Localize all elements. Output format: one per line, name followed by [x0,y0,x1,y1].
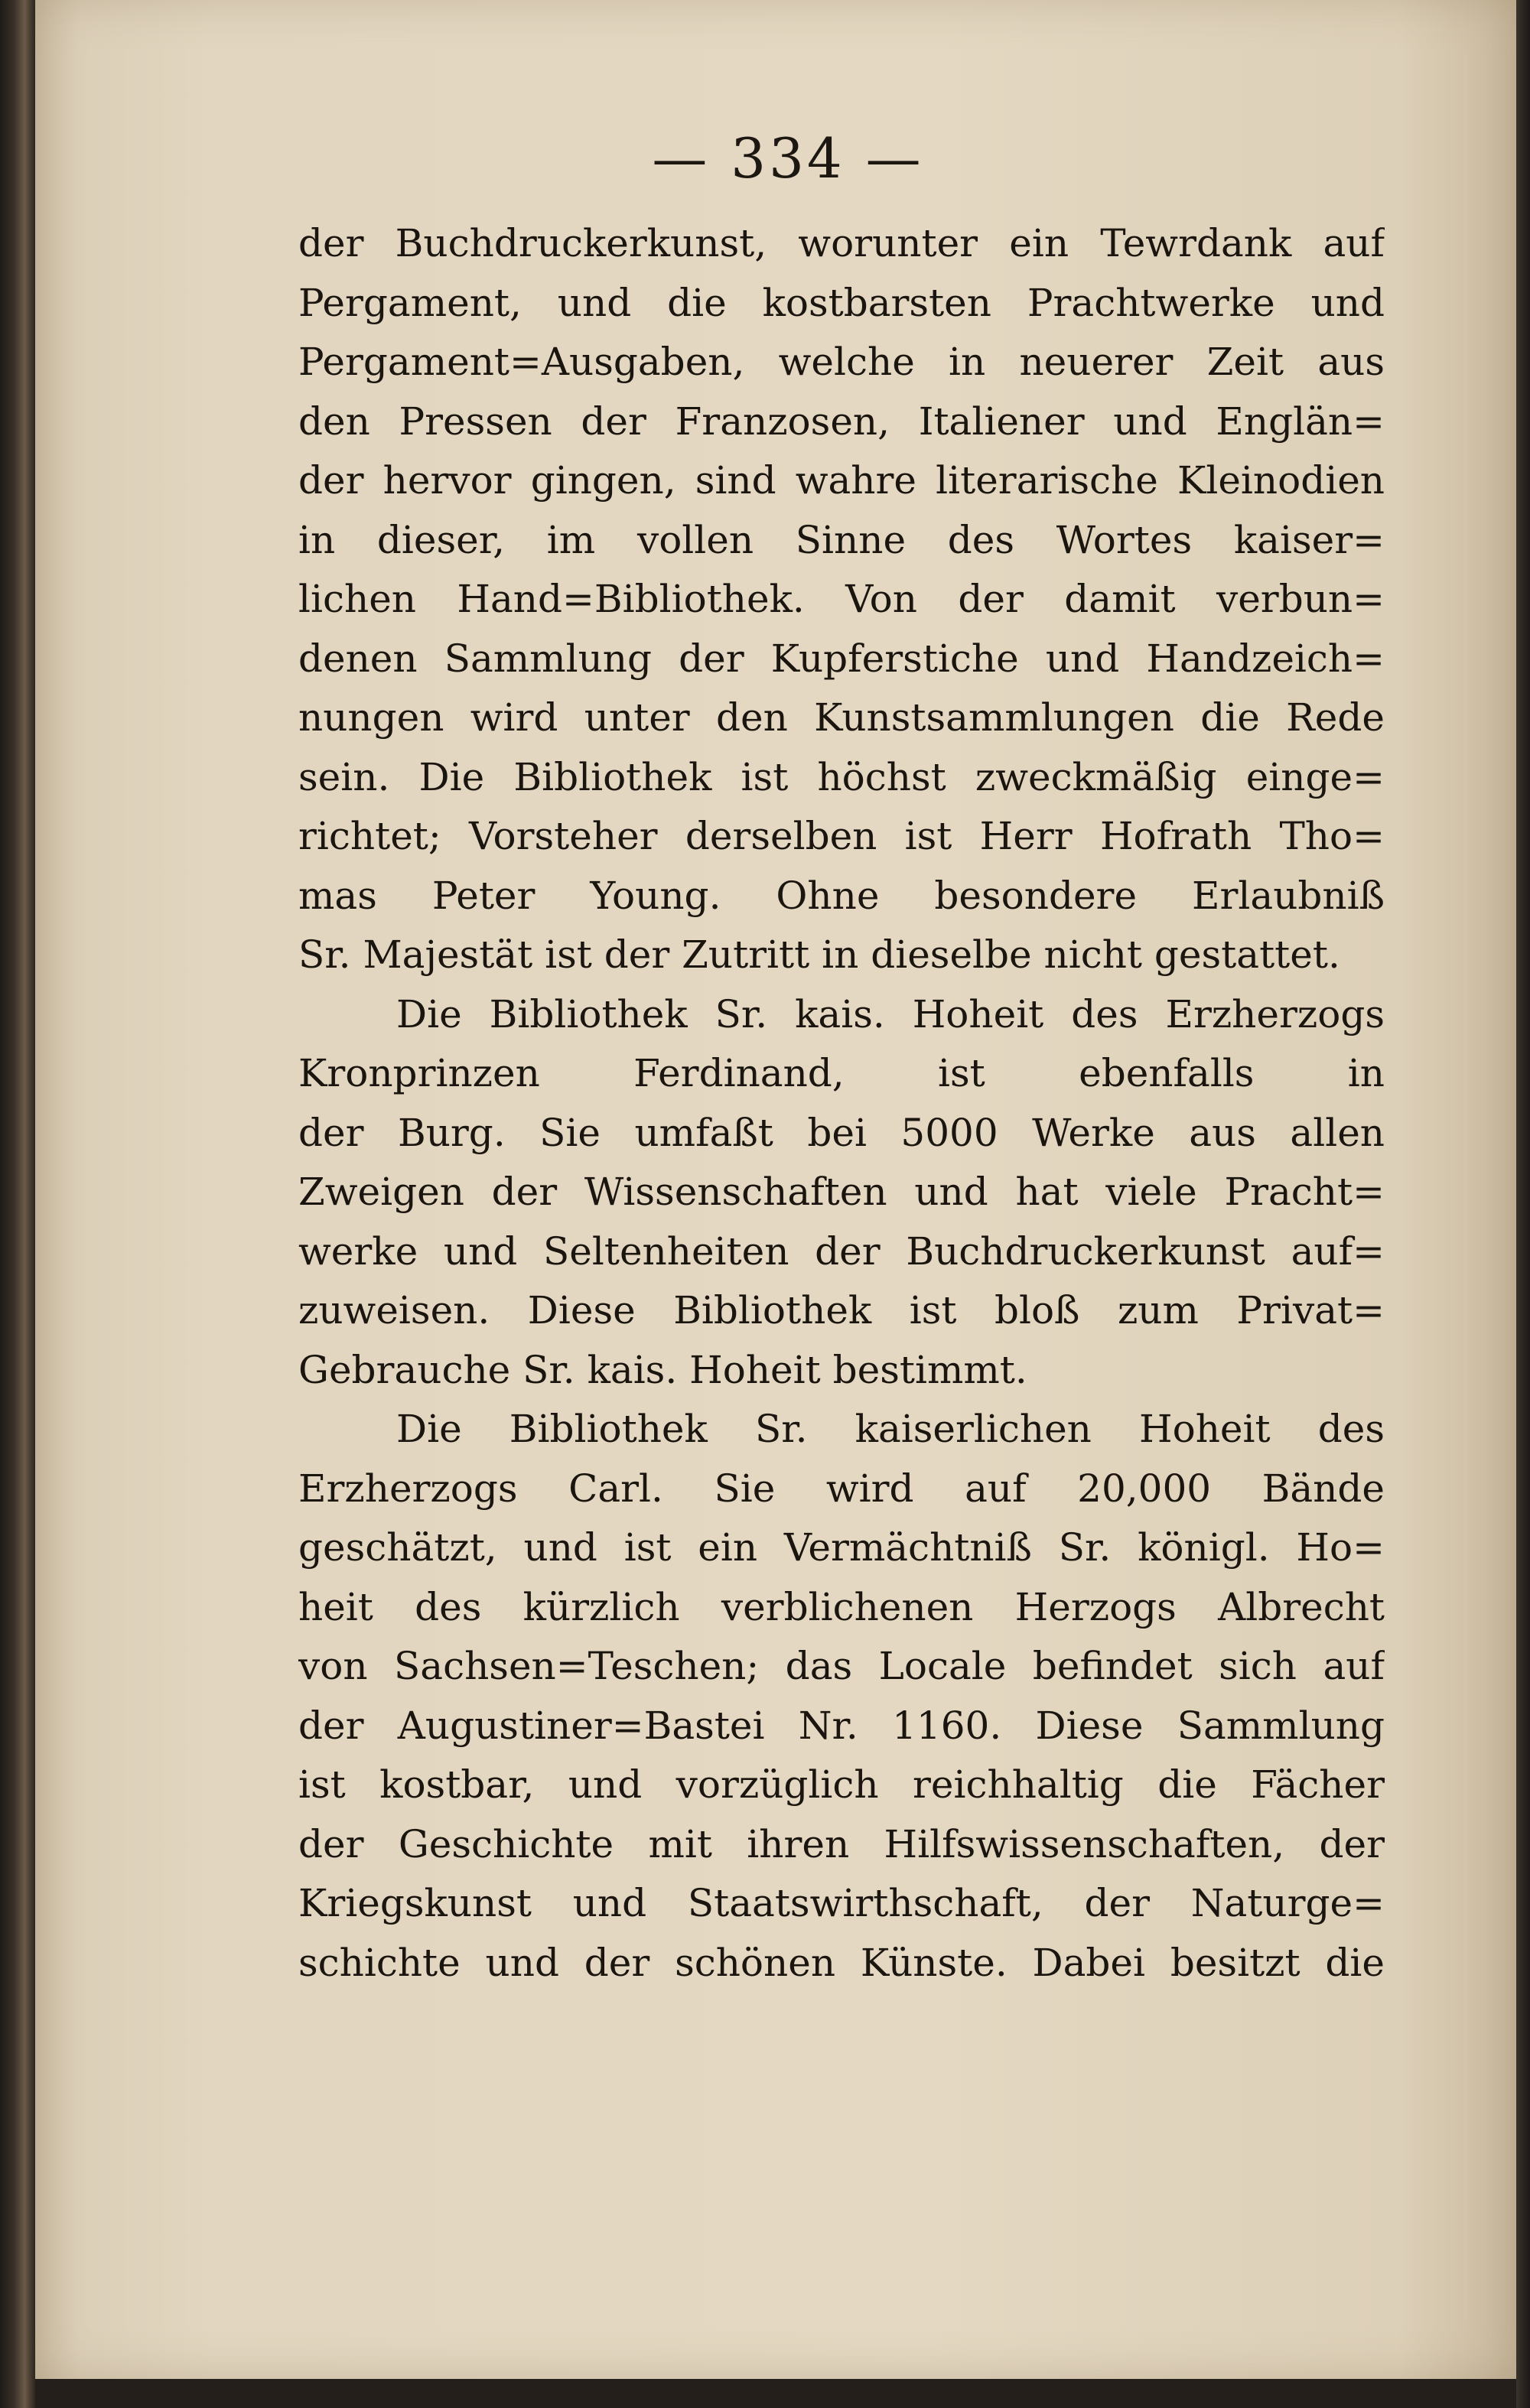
scan-border [35,2379,1516,2408]
text-line: in dieser, im vollen Sinne des Wortes kaiser= [298,517,1385,562]
text-line: zuweisen. Diese Bibliothek ist bloß zum Privat= [298,1288,1385,1333]
text-line: geschätzt, und ist ein Vermächtniß Sr. königl. Ho= [298,1525,1385,1570]
text-line: denen Sammlung der Kupferstiche und Handzeich= [298,636,1385,681]
text-line: Pergament, und die kostbarsten Prachtwerke und [298,280,1385,325]
text-line: der Buchdruckerkunst, worunter ein Tewrdank auf [298,221,1385,265]
paragraph-end-line: Gebrauche Sr. kais. Hoheit bestimmt. [298,1347,1027,1392]
text-line: von Sachsen=Teschen; das Locale befindet sich auf [298,1644,1385,1688]
text-line: heit des kürzlich verblichenen Herzogs Albrecht [298,1584,1385,1629]
text-line: nungen wird unter den Kunstsammlungen die Rede [298,695,1385,740]
body-text [298,214,1385,1993]
text-line: lichen Hand=Bibliothek. Von der damit verbun= [298,577,1385,621]
text-line: der hervor gingen, sind wahre literarische Kleinodien [298,458,1385,503]
text-line: werke und Seltenheiten der Buchdruckerkunst auf= [298,1228,1385,1274]
text-line: sein. Die Bibliothek ist höchst zweckmäßig einge= [298,754,1385,799]
text-line: der Augustiner=Bastei Nr. 1160. Diese Sammlung [298,1703,1385,1748]
text-line: Kronprinzen Ferdinand, ist ebenfalls in [298,1051,1385,1095]
book-spine [0,0,35,2408]
text-line: ist kostbar, und vorzüglich reichhaltig die Fächer [298,1762,1385,1807]
page-edge [1516,0,1530,2408]
text-line: Kriegskunst und Staatswirthschaft, der Naturge= [298,1881,1385,1925]
page-number: — 334 — [652,126,924,190]
text-line: Pergament=Ausgaben, welche in neuerer Zeit aus [298,340,1385,384]
text-line: mas Peter Young. Ohne besondere Erlaubniß [298,873,1385,918]
text-line: der Burg. Sie umfaßt bei 5000 Werke aus allen [298,1110,1385,1155]
text-line: schichte und der schönen Künste. Dabei besitzt die [298,1940,1385,1985]
text-line: Zweigen der Wissenschaften und hat viele Pracht= [298,1170,1385,1214]
paragraph-start-line: Die Bibliothek Sr. kais. Hoheit des Erzherzogs [396,991,1385,1036]
text-line: Erzherzogs Carl. Sie wird auf 20,000 Bände [298,1466,1385,1511]
paragraph-start-line: Die Bibliothek Sr. kaiserlichen Hoheit des [396,1407,1385,1451]
text-line: den Pressen der Franzosen, Italiener und Englän= [298,399,1385,444]
text-line: der Geschichte mit ihren Hilfswissenschaften, der [298,1821,1385,1866]
paragraph-end-line: Sr. Majestät ist der Zutritt in dieselbe nicht gestattet. [298,932,1340,977]
text-line: richtet; Vorsteher derselben ist Herr Hofrath Tho= [298,814,1385,858]
